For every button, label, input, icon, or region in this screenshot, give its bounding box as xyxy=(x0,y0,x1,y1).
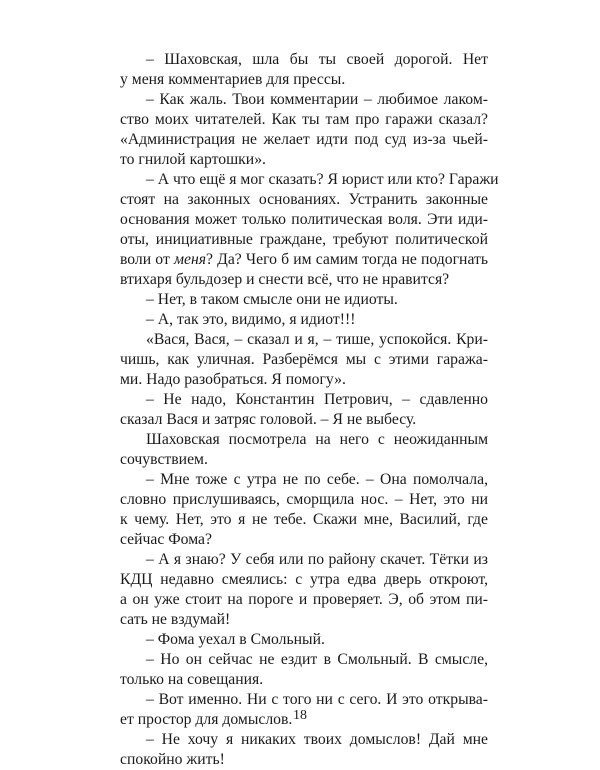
text-line: – Шаховская, шла бы ты своей дорогой. Нет xyxy=(146,51,488,68)
text-line: – Но он сейчас не ездит в Смольный. В смысле, xyxy=(146,651,488,668)
text-line: сочувствием. xyxy=(120,451,208,468)
paragraph xyxy=(120,50,488,90)
text-line: чишь, как уличная. Разберёмся мы с этими гаража- xyxy=(120,351,488,368)
page-number: 18 xyxy=(293,708,307,723)
text-line: воли от меня? Да? Чего б им самим тогда не подогнать xyxy=(120,251,489,268)
text-line: – Как жаль. Твои комментарии – любимое лаком- xyxy=(146,91,488,108)
text-line: сейчас Фома? xyxy=(120,531,212,548)
text-line: – Нет, в таком смысле они не идиоты. xyxy=(146,291,398,308)
text-line: «Администрация не желает идти под суд из-за чьей- xyxy=(120,131,488,148)
text-line: словно прислушиваясь, сморщила нос. – Нет, это ни xyxy=(120,491,488,508)
paragraph xyxy=(120,290,488,310)
text-line: – А что ещё я мог сказать? Я юрист или кто? Гаражи xyxy=(146,171,499,188)
text-line: – Мне тоже с утра не по себе. – Она помолчала, xyxy=(146,471,488,488)
paragraph xyxy=(120,650,488,690)
text-line: – Не хочу я никаких твоих домыслов! Дай мне xyxy=(146,731,488,748)
text-line: спокойно жить! xyxy=(120,751,225,768)
text-line: – Вот именно. Ни с того ни с сего. И это открыва- xyxy=(146,691,488,708)
text-line: ми. Надо разобраться. Я помогу». xyxy=(120,371,346,388)
text-line: оты, инициативные граждане, требуют политической xyxy=(120,231,488,248)
paragraph xyxy=(120,430,488,470)
text-line: сказал Вася и затряс головой. – Я не выбесу. xyxy=(120,411,417,428)
text-line: – А, так это, видимо, я идиот!!! xyxy=(146,311,356,328)
text-line: основания может только политическая воля. Эти иди- xyxy=(120,211,488,228)
paragraph xyxy=(120,630,488,650)
text-line: то гнилой картошки». xyxy=(120,151,266,168)
paragraph xyxy=(120,470,488,550)
text-line: – Не надо, Константин Петрович, – сдавленно xyxy=(146,391,488,408)
paragraph xyxy=(120,730,488,770)
text-line: втихаря бульдозер и снести всё, что не нравится? xyxy=(120,271,450,288)
text-line: ство моих читателей. Как ты там про гаражи сказал? xyxy=(120,111,488,128)
text-line: – А я знаю? У себя или по району скачет. Тётки из xyxy=(146,551,488,568)
text-line: – Фома уехал в Смольный. xyxy=(146,631,325,648)
paragraph xyxy=(120,90,488,170)
text-line: Шаховская посмотрела на него с неожиданным xyxy=(146,431,488,448)
paragraph xyxy=(120,550,488,630)
body-text xyxy=(120,50,499,770)
text-line: стоят на законных основаниях. Устранить законные xyxy=(120,191,488,208)
text-line: «Вася, Вася, – сказал и я, – тише, успокойся. Кри- xyxy=(146,331,488,348)
paragraph xyxy=(120,170,499,290)
paragraph xyxy=(120,390,488,430)
paragraph xyxy=(120,310,488,330)
text-line: КДЦ недавно смеялись: с утра едва дверь откроют, xyxy=(120,571,488,588)
paragraph xyxy=(120,330,488,390)
text-line: ет простор для домыслов. xyxy=(120,711,293,728)
text-line: сать не вздумай! xyxy=(120,611,231,628)
text-line: у меня комментариев для прессы. xyxy=(120,71,346,88)
text-line: к чему. Нет, это я не тебе. Скажи мне, Василий, где xyxy=(120,511,488,528)
text-line: только на совещания. xyxy=(120,671,264,688)
text-line: а он уже стоит на пороге и проверяет. Э, об этом пи- xyxy=(120,591,488,608)
